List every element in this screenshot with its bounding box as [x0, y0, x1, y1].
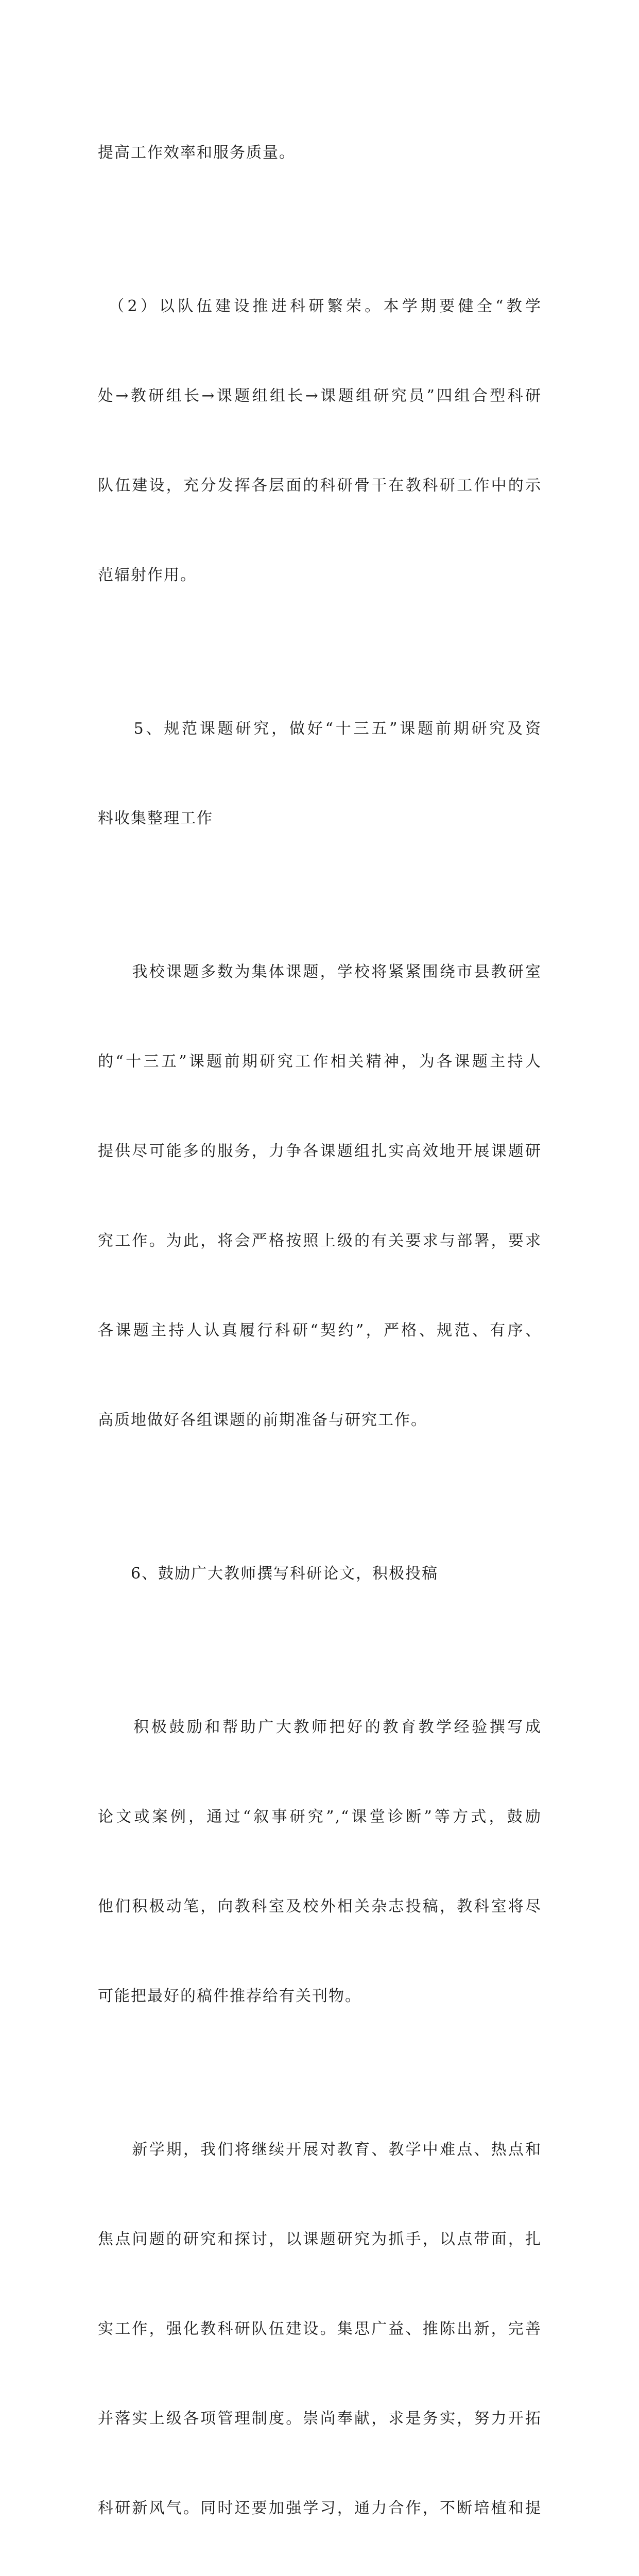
paragraph-line: 他们积极动笔，向教科室及校外相关杂志投稿，教科室将尽 — [98, 1897, 542, 1916]
paragraph-2 — [98, 232, 542, 650]
paragraph-line: 我校课题多数为集体课题，学校将紧紧围绕市县教研室 — [98, 963, 542, 981]
paragraph-line: 实工作，强化教科研队伍建设。集思广益、推陈出新，完善 — [98, 2320, 542, 2338]
paragraph-line: 论文或案例，通过“叙事研究”,“课堂诊断”等方式，鼓励 — [98, 1808, 542, 1826]
paragraph-line: 处→教研组长→课题组组长→课题组研究员”四组合型科研 — [98, 387, 542, 405]
paragraph-6 — [98, 1653, 542, 2071]
paragraph-line: 积极鼓励和帮助广大教师把好的教育教学经验撰写成 — [98, 1718, 542, 1736]
paragraph-line: 并落实上级各项管理制度。崇尚奉献，求是务实，努力开拓 — [98, 2410, 542, 2428]
paragraph-line: 各课题主持人认真履行科研“契约”，严格、规范、有序、 — [98, 1321, 542, 1340]
paragraph-line: 5、规范课题研究，做好“十三五”课题前期研究及资 — [98, 720, 542, 738]
paragraph-line: 科研新风气。同时还要加强学习，通力合作，不断培植和提 — [98, 2499, 542, 2517]
paragraph-line: 队伍建设，充分发挥各层面的科研骨干在教科研工作中的示 — [98, 477, 542, 495]
paragraph-line: 料收集整理工作 — [98, 809, 213, 827]
paragraph-line: 6、鼓励广大教师撰写科研论文，积极投稿 — [98, 1565, 439, 1583]
text-column — [98, 78, 542, 2576]
paragraph-4 — [98, 897, 542, 1495]
paragraph-line: （2）以队伍建设推进科研繁荣。本学期要健全“教学 — [98, 297, 542, 315]
paragraph-line: 提高工作效率和服务质量。 — [98, 144, 296, 162]
paragraph-7 — [98, 2075, 542, 2576]
paragraph-line: 究工作。为此，将会严格按照上级的有关要求与部署，要求 — [98, 1232, 542, 1250]
paragraph-3-heading — [98, 654, 542, 893]
paragraph-line: 新学期，我们将继续开展对教育、教学中难点、热点和 — [98, 2141, 542, 2159]
paragraph-line: 高质地做好各组课题的前期准备与研究工作。 — [98, 1411, 427, 1429]
paragraph-line: 范辐射作用。 — [98, 566, 197, 584]
paragraph-line: 焦点问题的研究和探讨，以课题研究为抓手，以点带面，扎 — [98, 2230, 542, 2248]
paragraph-line: 提供尽可能多的服务，力争各课题组扎实高效地开展课题研 — [98, 1142, 542, 1160]
paragraph-line: 可能把最好的稿件推荐给有关刊物。 — [98, 1987, 361, 2005]
paragraph-5-heading — [98, 1499, 542, 1649]
paragraph-line: 的“十三五”课题前期研究工作相关精神，为各课题主持人 — [98, 1053, 542, 1071]
paragraph-1 — [98, 78, 542, 228]
